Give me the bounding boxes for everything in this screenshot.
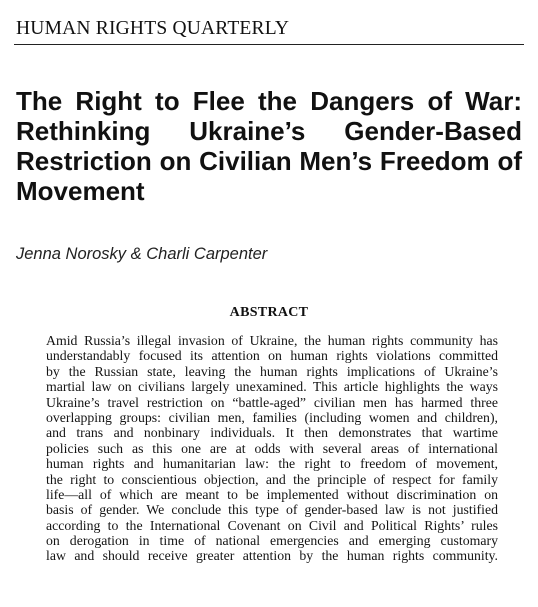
abstract-heading: ABSTRACT <box>229 305 309 320</box>
abstract-line: Amid Russia’s illegal invasion of Ukraine, the human rights community has <box>46 333 498 348</box>
article-title-line: Movement <box>16 176 145 206</box>
abstract-line: law and should receive greater attention by the human rights community. <box>46 548 498 564</box>
abstract-line: and trans and nonbinary individuals. It then demonstrates that wartime <box>46 425 498 441</box>
abstract-line: understandably focused its attention on human rights violations committed <box>46 348 498 364</box>
abstract-line: policies such as this one are at odds with several areas of international <box>46 440 498 456</box>
article-title <box>16 86 522 206</box>
article-title-line: The Right to Flee the Dangers of War: <box>16 86 522 116</box>
abstract-line: overlapping groups: civilian men, families (including women and children), <box>46 409 498 425</box>
abstract-line: the right to conscientious objection, and the principle of respect for family <box>46 471 498 487</box>
abstract-line: life—all of which are meant to be implemented without discrimination on <box>46 486 498 502</box>
abstract-line: basis of gender. We conclude this type of gender-based law is not justified <box>46 502 498 518</box>
journal-header <box>14 16 524 45</box>
abstract-line: according to the International Covenant on Civil and Political Rights’ rules <box>46 517 498 533</box>
abstract-line: by the Russian state, leaving the human rights implications of Ukraine’s <box>46 363 498 379</box>
abstract-line: human rights and humanitarian law: the right to freedom of movement, <box>46 456 498 472</box>
article-authors: Jenna Norosky & Charli Carpenter <box>16 245 268 263</box>
article-title-line: Rethinking Ukraine’s Gender-Based <box>16 116 522 146</box>
abstract-line: on derogation in time of national emergencies and emerging customary <box>46 533 498 549</box>
abstract-line: Ukraine’s travel restriction on “battle-aged” civilian men has harmed three <box>46 394 498 410</box>
journal-name: HUMAN RIGHTS QUARTERLY <box>16 18 290 39</box>
article-title-line: Restriction on Civilian Men’s Freedom of <box>16 146 522 176</box>
abstract-body <box>46 333 498 564</box>
abstract-line: martial law on civilians largely unexamined. This article highlights the ways <box>46 379 498 395</box>
